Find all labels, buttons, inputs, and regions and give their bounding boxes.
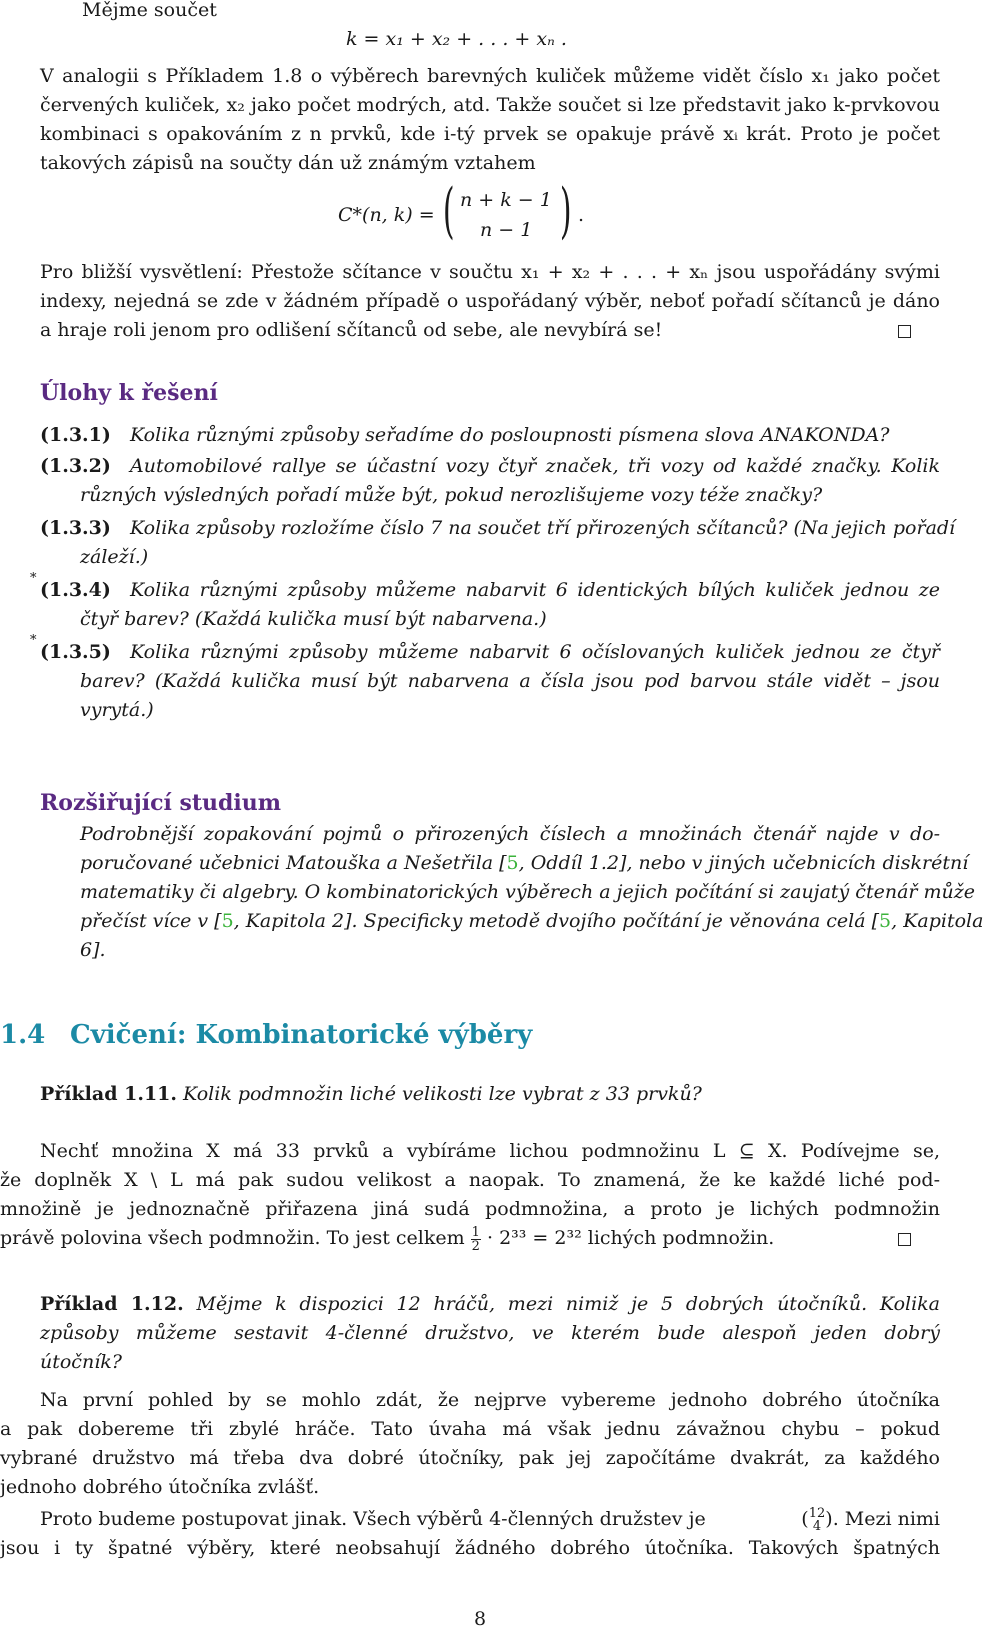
paragraph-line: matematiky či algebry. O kombinatorických výběrech a jejich počítání si zaujatý čtenář může — [80, 881, 976, 903]
text-fragment: přečíst více v [ — [80, 910, 222, 932]
text-fragment: , Kapitola 2]. Specificky metodě dvojího počítání je věnována celá [ — [233, 910, 880, 932]
paragraph-line: Nechť množina X má 33 prvků a vybíráme lichou podmnožinu L ⊆ X. Podívejme se, — [40, 1140, 940, 1162]
exercise-text: různých výsledných pořadí může být, pokud nerozlišujeme vozy téže značky? — [80, 484, 823, 506]
exercise-text: záleží.) — [80, 546, 149, 568]
page-number: 8 — [473, 1608, 487, 1630]
exercise-text: barev? (Každá kulička musí být nabarvena a čísla jsou pod barvou stále vidět – jsou — [80, 670, 940, 692]
qed-square-icon — [898, 1233, 911, 1246]
exercise-text: Kolika různými způsoby můžeme nabarvit 6 identických bílých kuliček jednou ze — [130, 579, 940, 601]
exercise-text: Kolika různými způsoby seřadíme do posloupnosti písmena slova ANAKONDA? — [130, 424, 890, 446]
exercise-number: (1.3.1) — [40, 424, 111, 446]
paragraph-line: a hraje roli jenom pro odlišení sčítanců od sebe, ale nevybírá se! — [40, 319, 663, 341]
text-fragment: právě polovina všech podmnožin. To jest celkem — [0, 1227, 465, 1249]
difficulty-star: * — [30, 633, 37, 648]
example-statement — [40, 1080, 702, 1109]
example-label: Příklad 1.11. — [40, 1083, 177, 1105]
citation-link[interactable]: 5 — [506, 852, 519, 874]
difficulty-star: * — [30, 571, 37, 586]
text-fragment: poručované učebnici Matouška a Nešetřila [ — [80, 852, 507, 874]
section-number: 1.4 — [0, 1020, 46, 1050]
sum-equation: k = x₁ + x₂ + . . . + xₙ . — [346, 28, 567, 50]
paragraph-line — [0, 1224, 774, 1253]
text-fragment: · 2³³ = 2³² lichých podmnožin. — [486, 1227, 775, 1249]
paragraph-line: kombinaci s opakováním z n prvků, kde i-tý prvek se opakuje právě xᵢ krát. Proto je počet — [40, 123, 940, 145]
equation-lhs: C*(n, k) = — [338, 204, 435, 226]
example-question-line: způsoby můžeme sestavit 4-členné družstvo, ve kterém bude alespoň jeden dobrý — [40, 1322, 940, 1344]
right-paren: ) — [559, 176, 572, 246]
paragraph-line: červených kuliček, x₂ jako počet modrých, atd. Takže součet si lze představit jako k-prvkovou — [40, 94, 940, 116]
paragraph-line: že doplněk X \ L má pak sudou velikost a naopak. To znamená, že ke každé liché pod- — [0, 1169, 940, 1191]
example-statement — [40, 1290, 940, 1319]
binomial-bottom: 4 — [812, 1519, 822, 1534]
paragraph-line: 6]. — [80, 939, 106, 961]
exercise-number: (1.3.4) — [40, 579, 111, 601]
exercise-text: Automobilové rallye se účastní vozy čtyř značek, tři vozy od každé značky. Kolik — [130, 455, 940, 477]
exercise-text: vyrytá.) — [80, 699, 154, 721]
paragraph-line: jednoho dobrého útočníka zvlášť. — [0, 1476, 320, 1498]
paragraph-line: V analogii s Příkladem 1.8 o výběrech barevných kuliček můžeme vidět číslo x₁ jako počet — [40, 65, 940, 87]
paragraph-line: jsou i ty špatné výběry, které neobsahují žádného dobrého útočníka. Takových špatných — [0, 1537, 940, 1559]
paragraph-line: vybrané družstvo má třeba dva dobré útočníky, pak jej započítáme dvakrát, za každého — [0, 1447, 940, 1469]
binomial-top: n + k − 1 — [460, 189, 552, 211]
further-study-heading: Rozšiřující studium — [40, 790, 282, 816]
example-label: Příklad 1.12. — [40, 1293, 184, 1315]
exercises-heading: Úlohy k řešení — [40, 380, 218, 406]
paragraph-line — [80, 907, 983, 936]
paragraph-line: indexy, nejedná se zde v žádném případě o uspořádaný výběr, neboť pořadí sčítanců je dáno — [40, 290, 940, 312]
exercise-text: čtyř barev? (Každá kulička musí být nabarvena.) — [80, 608, 547, 630]
binomial-inline: ( 12 4 ). Mezi nimi — [801, 1506, 940, 1534]
text-fragment: . Mezi nimi — [832, 1508, 940, 1530]
example-question: Mějme k dispozici 12 hráčů, mezi nimiž je 5 dobrých útočníků. Kolika — [196, 1293, 941, 1315]
binomial — [809, 1507, 826, 1533]
paragraph-line: množině je jednoznačně přiřazena jiná sudá podmnožina, a proto je lichých podmnožin — [0, 1198, 940, 1220]
left-paren: ( — [442, 176, 455, 246]
section-title: Cvičení: Kombinatorické výběry — [70, 1020, 533, 1050]
paragraph-line: Podrobnější zopakování pojmů o přirozených číslech a množinách čtenář najde v do- — [80, 823, 940, 845]
paragraph-line — [80, 849, 969, 878]
intro-text: Mějme součet — [82, 0, 217, 21]
paragraph-line: takových zápisů na součty dán už známým vztahem — [40, 152, 536, 174]
exercise-text: Kolika různými způsoby můžeme nabarvit 6 očíslovaných kuliček jednou ze čtyř — [130, 641, 940, 663]
fraction-numerator: 1 — [471, 1224, 480, 1240]
citation-link[interactable]: 5 — [221, 910, 234, 932]
citation-link[interactable]: 5 — [879, 910, 892, 932]
example-question-line: útočník? — [40, 1351, 122, 1373]
paragraph-line: Na první pohled by se mohlo zdát, že nejprve vybereme jednoho dobrého útočníka — [40, 1389, 940, 1411]
exercise-number: (1.3.5) — [40, 641, 111, 663]
text-fragment: Proto budeme postupovat jinak. Všech výběrů 4-členných družstev je — [40, 1508, 706, 1530]
paragraph-line — [40, 1505, 940, 1534]
equation-period: . — [578, 204, 585, 226]
binomial-top: 12 — [808, 1506, 826, 1521]
fraction-denominator: 2 — [471, 1238, 480, 1254]
fraction — [471, 1226, 481, 1253]
text-fragment: , Oddíl 1.2], nebo v jiných učebnicích diskrétní — [518, 852, 969, 874]
qed-square-icon — [898, 325, 911, 338]
example-question: Kolik podmnožin liché velikosti lze vybrat z 33 prvků? — [183, 1083, 702, 1105]
exercise-number: (1.3.2) — [40, 455, 111, 477]
binomial-bottom: n − 1 — [480, 219, 533, 241]
paragraph-line: a pak dobereme tři zbylé hráče. Tato úvaha má však jednu závažnou chybu – pokud — [0, 1418, 940, 1440]
text-fragment: , Kapitola — [891, 910, 983, 932]
exercise-number: (1.3.3) — [40, 517, 111, 539]
exercise-text: Kolika způsoby rozložíme číslo 7 na součet tří přirozených sčítanců? (Na jejich pořadí — [130, 517, 956, 539]
paragraph-line: Pro bližší vysvětlení: Přestože sčítance v součtu x₁ + x₂ + . . . + xₙ jsou uspořádány svými — [40, 261, 940, 283]
